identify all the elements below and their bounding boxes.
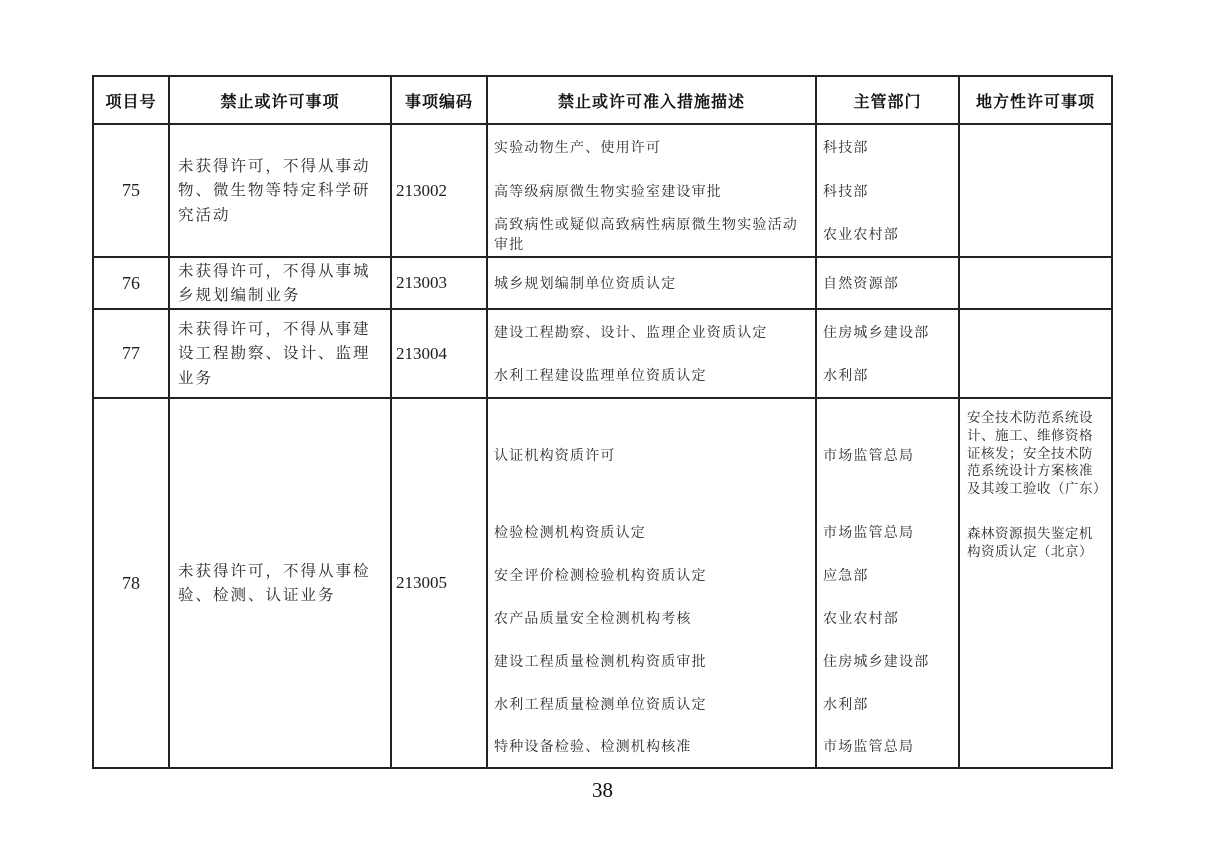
dept-name: 自然资源部 <box>823 276 899 292</box>
item-desc-cell: 未获得许可，不得从事建设工程勘察、设计、监理业务 <box>170 310 392 397</box>
measures-cell <box>488 310 960 397</box>
measure-row <box>488 596 958 639</box>
dept-name: 市场监管总局 <box>823 448 915 464</box>
measure-row <box>488 511 958 553</box>
measure-row <box>488 553 958 596</box>
table-row <box>94 399 1111 767</box>
dept-name: 科技部 <box>823 139 869 156</box>
measure-row <box>488 169 958 213</box>
local-permit-cell <box>960 399 1111 767</box>
measure-desc: 建设工程勘察、设计、监理企业资质认定 <box>488 310 817 354</box>
measure-desc: 建设工程质量检测机构资质审批 <box>488 639 817 682</box>
measure-row <box>488 682 958 725</box>
measures-cell <box>488 125 960 256</box>
dept-name: 市场监管总局 <box>823 739 915 755</box>
dept-name: 农业农村部 <box>823 227 899 244</box>
measure-row <box>488 310 958 354</box>
dept-name: 农业农村部 <box>823 610 899 627</box>
item-no-cell: 75 <box>94 125 170 256</box>
item-desc-cell: 未获得许可，不得从事城乡规划编制业务 <box>170 258 392 308</box>
table-row <box>94 310 1111 399</box>
item-no-cell: 76 <box>94 258 170 308</box>
measure-desc: 实验动物生产、使用许可 <box>488 125 817 169</box>
local-permit-entry: 森林资源损失鉴定机构资质认定（北京） <box>967 526 1093 560</box>
measure-row <box>488 212 958 256</box>
table-row <box>94 125 1111 258</box>
table-header-row <box>94 77 1111 125</box>
dept-name: 住房城乡建设部 <box>823 653 930 670</box>
local-permit-entry: 安全技术防范系统设计、施工、维修资格证核发；安全技术防范系统设计方案核准及其竣工验收（广东） <box>967 410 1107 498</box>
page-number: 38 <box>592 778 613 802</box>
local-permit-cell <box>960 310 1111 397</box>
measure-desc: 检验检测机构资质认定 <box>488 511 817 553</box>
item-code-cell: 213003 <box>392 258 488 308</box>
dept-name: 住房城乡建设部 <box>823 324 930 341</box>
item-desc-cell: 未获得许可，不得从事检验、检测、认证业务 <box>170 399 392 767</box>
measure-desc: 农产品质量安全检测机构考核 <box>488 596 817 639</box>
measure-row <box>488 399 958 511</box>
measure-desc: 高致病性或疑似高致病性病原微生物实验活动审批 <box>488 212 817 256</box>
local-permit-cell <box>960 125 1111 256</box>
item-code-cell: 213005 <box>392 399 488 767</box>
header-cell-prohibited-item: 禁止或许可事项 <box>170 77 392 123</box>
dept-name: 市场监管总局 <box>823 525 915 541</box>
header-cell-measure-desc: 禁止或许可准入措施描述 <box>488 77 817 123</box>
dept-name: 水利部 <box>823 696 869 713</box>
header-cell-item-no: 项目号 <box>94 77 170 123</box>
measure-row <box>488 354 958 398</box>
item-no-cell: 78 <box>94 399 170 767</box>
local-permit-cell <box>960 258 1111 308</box>
table-row <box>94 258 1111 310</box>
dept-name: 科技部 <box>823 183 869 200</box>
dept-name: 应急部 <box>823 567 869 584</box>
measure-desc: 安全评价检测检验机构资质认定 <box>488 553 817 596</box>
item-no-cell: 77 <box>94 310 170 397</box>
measures-cell <box>488 258 960 308</box>
measure-row <box>488 258 958 308</box>
header-cell-item-code: 事项编码 <box>392 77 488 123</box>
measure-row <box>488 125 958 169</box>
measure-desc: 城乡规划编制单位资质认定 <box>488 258 817 308</box>
item-desc-cell: 未获得许可，不得从事动物、微生物等特定科学研究活动 <box>170 125 392 256</box>
measure-row <box>488 639 958 682</box>
item-code-cell: 213002 <box>392 125 488 256</box>
measure-desc: 认证机构资质许可 <box>488 399 817 511</box>
item-code-cell: 213004 <box>392 310 488 397</box>
dept-name: 水利部 <box>823 368 869 385</box>
measure-desc: 高等级病原微生物实验室建设审批 <box>488 169 817 213</box>
measure-desc: 特种设备检验、检测机构核准 <box>488 725 817 767</box>
measures-cell <box>488 399 960 767</box>
header-cell-local-permit: 地方性许可事项 <box>975 91 1095 111</box>
measure-row <box>488 725 958 767</box>
doc-table <box>92 75 1113 769</box>
measure-desc: 水利工程质量检测单位资质认定 <box>488 682 817 725</box>
measure-desc: 水利工程建设监理单位资质认定 <box>488 354 817 398</box>
header-cell-dept: 主管部门 <box>817 77 960 123</box>
